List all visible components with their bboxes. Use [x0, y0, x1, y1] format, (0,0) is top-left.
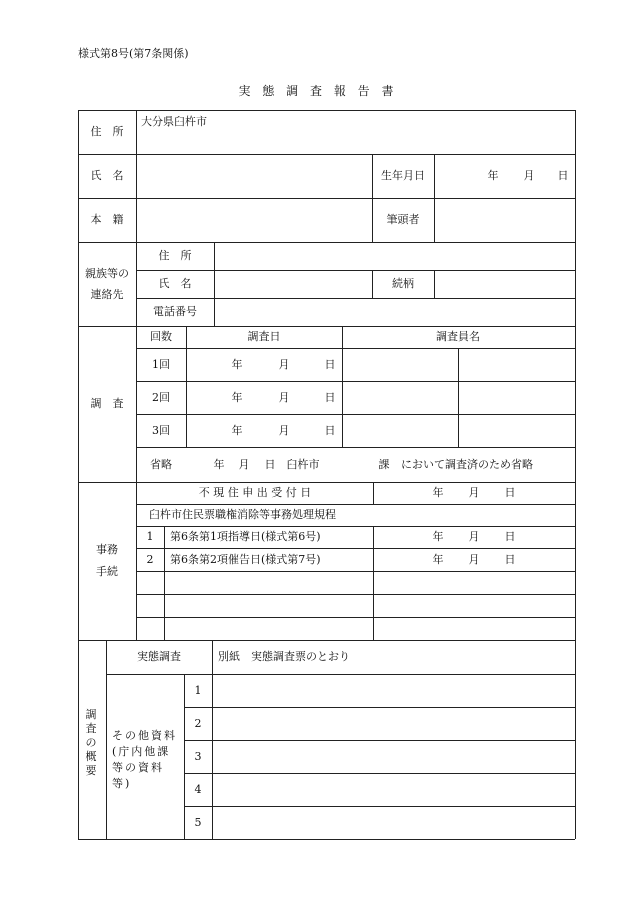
unregistered-month-unit: 月 — [468, 486, 480, 499]
name-field[interactable] — [137, 155, 371, 197]
other-materials-label: その他資料(庁内他課等の資料等) — [112, 729, 177, 790]
domicile-field[interactable] — [137, 199, 371, 241]
survey-year-unit: 年 — [231, 391, 243, 404]
procedure-label-2: 手続 — [96, 565, 118, 578]
relation-label: 続柄 — [392, 277, 414, 290]
relative-address-label: 住 所 — [158, 249, 192, 262]
birthdate-label: 生年月日 — [381, 169, 425, 182]
omit-text: において調査済のため省略 — [401, 458, 533, 471]
form-title: 実 態 調 査 報 告 書 — [238, 84, 398, 98]
survey-summary-value: 別紙 実態調査票のとおり — [218, 650, 350, 663]
relative-name-label: 氏 名 — [158, 277, 192, 290]
survey-month-unit: 月 — [278, 391, 290, 404]
survey-month-unit: 月 — [278, 358, 290, 371]
domicile-label: 本 籍 — [90, 213, 124, 226]
omit-day-unit: 日 — [264, 458, 276, 471]
survey-day-unit: 日 — [324, 358, 336, 371]
procedure-year-unit: 年 — [432, 553, 444, 566]
procedure-label-1: 事務 — [96, 543, 118, 556]
omit-dept: 課 — [378, 458, 390, 471]
survey-section-label: 調 査 — [90, 397, 124, 410]
survey-year-unit: 年 — [231, 424, 243, 437]
relatives-label-1: 親族等の — [85, 267, 129, 280]
form-number: 様式第8号(第7条関係) — [78, 47, 189, 60]
procedure-item-text: 第6条第1項指導日(様式第6号) — [170, 530, 321, 543]
procedure-year-unit: 年 — [432, 530, 444, 543]
procedure-month-unit: 月 — [468, 553, 480, 566]
omit-city: 臼杵市 — [286, 458, 320, 471]
summary-row-number: 3 — [194, 750, 202, 763]
unregistered-year-unit: 年 — [432, 486, 444, 499]
omit-month-unit: 月 — [238, 458, 250, 471]
procedure-day-unit: 日 — [504, 553, 516, 566]
survey-count: 3回 — [152, 424, 170, 437]
survey-summary-label: 実態調査 — [137, 650, 181, 663]
survey-count-header: 回数 — [150, 330, 172, 343]
phone-label: 電話番号 — [153, 305, 197, 318]
birth-year-unit: 年 — [487, 169, 499, 182]
household-head-label: 筆頭者 — [386, 213, 420, 226]
household-head-field[interactable] — [435, 199, 574, 241]
survey-date-header: 調査日 — [247, 330, 281, 343]
survey-year-unit: 年 — [231, 358, 243, 371]
procedure-month-unit: 月 — [468, 530, 480, 543]
address-label: 住 所 — [90, 125, 124, 138]
relatives-label-2: 連絡先 — [90, 288, 124, 301]
survey-month-unit: 月 — [278, 424, 290, 437]
omit-year-unit: 年 — [213, 458, 225, 471]
unregistered-date-label: 不 現 住 申 出 受 付 日 — [198, 486, 312, 499]
summary-row-number: 1 — [194, 684, 202, 697]
procedure-item-text: 第6条第2項催告日(様式第7号) — [170, 553, 321, 566]
omit-label: 省略 — [150, 458, 172, 471]
regulation-title: 臼杵市住民票職権消除等事務処理規程 — [149, 508, 336, 521]
survey-count: 1回 — [152, 358, 170, 371]
address-field[interactable] — [137, 128, 574, 153]
summary-row-number: 5 — [194, 816, 202, 829]
procedure-item-number: 2 — [146, 553, 154, 566]
survey-count: 2回 — [152, 391, 170, 404]
survey-day-unit: 日 — [324, 391, 336, 404]
address-value: 大分県臼杵市 — [141, 115, 207, 128]
birth-day-unit: 日 — [557, 169, 569, 182]
procedure-item-number: 1 — [146, 530, 154, 543]
procedure-day-unit: 日 — [504, 530, 516, 543]
birth-month-unit: 月 — [523, 169, 535, 182]
summary-row-number: 4 — [194, 783, 202, 796]
survey-day-unit: 日 — [324, 424, 336, 437]
summary-section-label: 調査の概要 — [85, 708, 97, 777]
survey-staff-header: 調査員名 — [436, 330, 480, 343]
name-label: 氏 名 — [90, 169, 124, 182]
summary-row-number: 2 — [194, 717, 202, 730]
unregistered-day-unit: 日 — [504, 486, 516, 499]
